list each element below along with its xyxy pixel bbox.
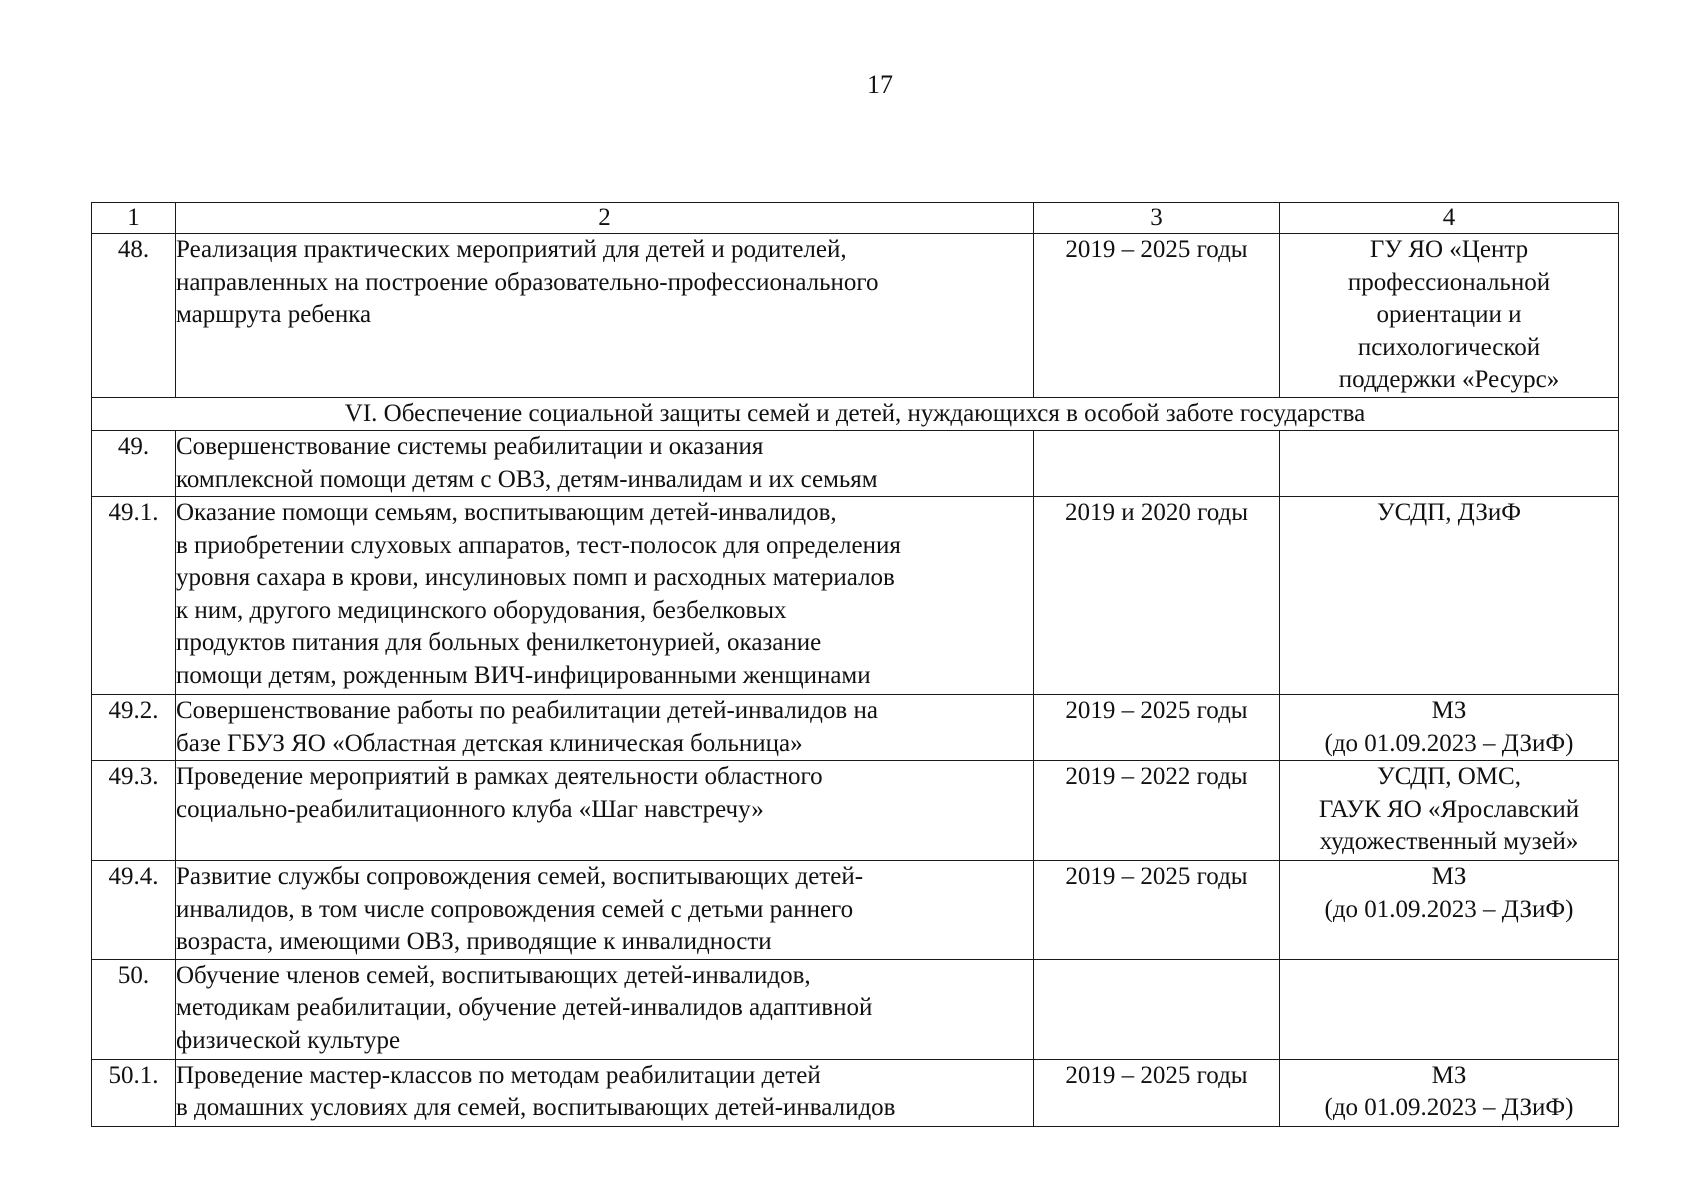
item-number: 50. [92, 959, 176, 1059]
item-number: 49.2. [92, 695, 176, 761]
item-period: 2019 – 2025 годы [1034, 861, 1280, 960]
column-number-4: 4 [1280, 203, 1619, 234]
table-row [92, 497, 1619, 695]
item-executor: МЗ (до 01.09.2023 – ДЗиФ) [1280, 1059, 1619, 1126]
column-number-1: 1 [92, 203, 176, 234]
item-number: 49.1. [92, 497, 176, 695]
item-period: 2019 – 2025 годы [1034, 234, 1280, 398]
table-row [92, 1059, 1619, 1126]
item-period: 2019 – 2025 годы [1034, 1059, 1280, 1126]
column-number-3: 3 [1034, 203, 1280, 234]
item-description: Реализация практических мероприятий для детей и родителей, направленных на построение образовательно-профессионального маршрута ребенка [176, 234, 1034, 398]
item-executor: УСДП, ДЗиФ [1280, 497, 1619, 695]
item-number: 48. [92, 234, 176, 398]
page-number: 17 [867, 70, 893, 99]
item-description: Совершенствование системы реабилитации и оказания комплексной помощи детям с ОВЗ, детям-инвалидам и их семьям [176, 431, 1034, 497]
item-executor: УСДП, ОМС, ГАУК ЯО «Ярославский художественный музей» [1280, 761, 1619, 861]
table-row [92, 431, 1619, 497]
item-period: 2019 – 2022 годы [1034, 761, 1280, 861]
measures-table [91, 202, 1619, 1127]
item-period: 2019 – 2025 годы [1034, 695, 1280, 761]
item-description: Развитие службы сопровождения семей, воспитывающих детей- инвалидов, в том числе сопровождения семей с детьми раннего возраста, имеющими ОВЗ, приводящие к инвалидности [176, 861, 1034, 960]
item-number: 49.3. [92, 761, 176, 861]
item-period [1034, 431, 1280, 497]
item-description: Обучение членов семей, воспитывающих детей-инвалидов, методикам реабилитации, обучение детей-инвалидов адаптивной физической культуре [176, 959, 1034, 1059]
table-row [92, 234, 1619, 398]
item-period [1034, 959, 1280, 1059]
item-number: 49.4. [92, 861, 176, 960]
item-description: Оказание помощи семьям, воспитывающим детей-инвалидов, в приобретении слуховых аппаратов, тест-полосок для определения уровня сахара в крови, инсулиновых помп и расходных материалов к ним, другого медицинского оборудования, безбелковых продуктов питания для больных фенилкетонурией, оказание помощи детям, рожденным ВИЧ-инфицированными женщинами [176, 497, 1034, 695]
section-heading-row [92, 398, 1619, 431]
item-executor: ГУ ЯО «Центр профессиональной ориентации и психологической поддержки «Ресурс» [1280, 234, 1619, 398]
column-number-2: 2 [176, 203, 1034, 234]
section-heading: VI. Обеспечение социальной защиты семей и детей, нуждающихся в особой заботе государства [92, 398, 1619, 431]
item-description: Проведение мастер-классов по методам реабилитации детей в домашних условиях для семей, воспитывающих детей-инвалидов [176, 1059, 1034, 1126]
item-description: Проведение мероприятий в рамках деятельности областного социально-реабилитационного клуба «Шаг навстречу» [176, 761, 1034, 861]
item-period: 2019 и 2020 годы [1034, 497, 1280, 695]
column-number-row [92, 203, 1619, 234]
item-executor: МЗ (до 01.09.2023 – ДЗиФ) [1280, 861, 1619, 960]
item-number: 49. [92, 431, 176, 497]
item-executor [1280, 431, 1619, 497]
item-description: Совершенствование работы по реабилитации детей-инвалидов на базе ГБУЗ ЯО «Областная детская клиническая больница» [176, 695, 1034, 761]
table-row [92, 959, 1619, 1059]
table-row [92, 861, 1619, 960]
item-executor: МЗ (до 01.09.2023 – ДЗиФ) [1280, 695, 1619, 761]
item-executor [1280, 959, 1619, 1059]
table-row [92, 761, 1619, 861]
item-number: 50.1. [92, 1059, 176, 1126]
table-row [92, 695, 1619, 761]
